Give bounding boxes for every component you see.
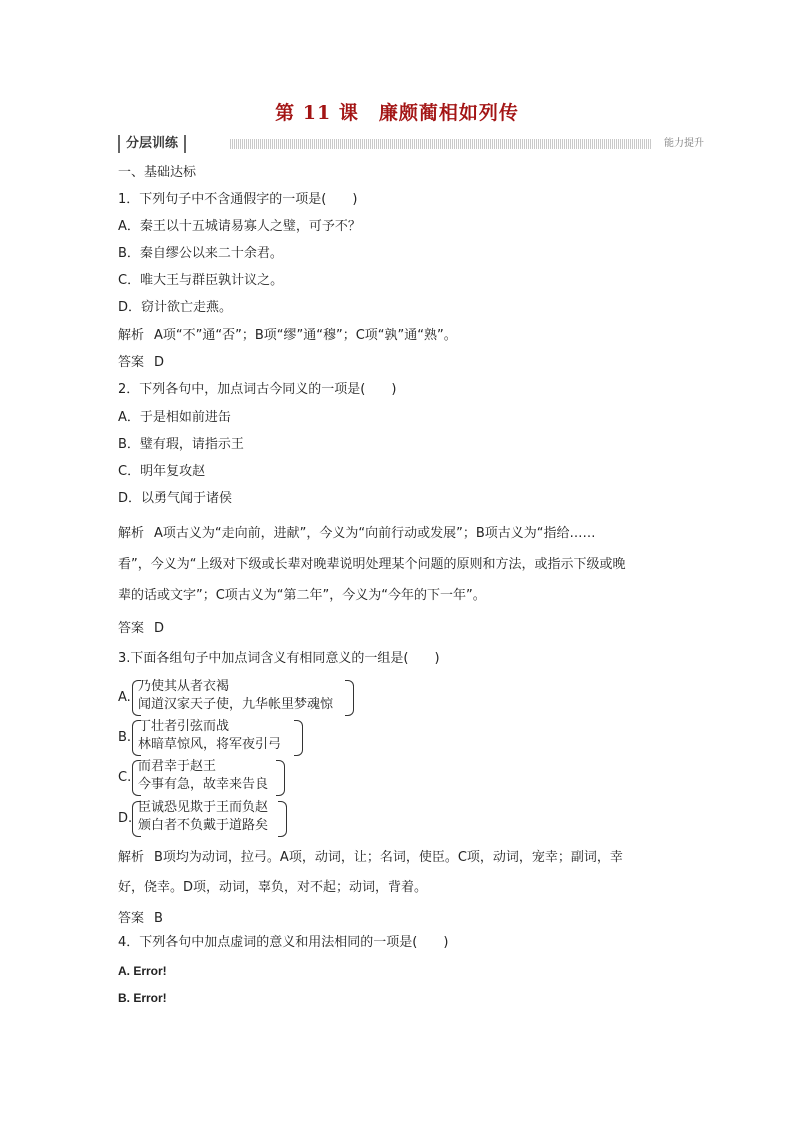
option-line-1: 乃使其从者衣褐 bbox=[138, 679, 230, 694]
q3-stem: 3.下面各组句子中加点词含义有相同意义的一组是( ) bbox=[118, 651, 440, 666]
answer-value: D bbox=[154, 355, 165, 370]
right-brace bbox=[276, 760, 285, 796]
option-line-1: 臣诚恐见欺于王而负赵 bbox=[138, 800, 269, 815]
q1-analysis bbox=[118, 327, 457, 345]
q2-option-a: A．于是相如前进缶 bbox=[118, 410, 231, 425]
q1-answer bbox=[118, 354, 164, 372]
q3-analysis-line-2: 好，侥幸。D项，动词，辜负，对不起；动词，背着。 bbox=[118, 880, 428, 895]
q2-option-d: D．以勇气闻于诸侯 bbox=[118, 491, 233, 506]
option-letter: C. bbox=[118, 770, 132, 785]
answer-tag: 答案 bbox=[118, 911, 145, 926]
q3-option-a bbox=[118, 680, 358, 716]
section-heading: 一、基础达标 bbox=[118, 165, 197, 180]
q4-option-b: B. Error! bbox=[118, 991, 167, 1005]
analysis-tag: 解析 bbox=[118, 526, 145, 541]
option-letter: A. bbox=[118, 690, 131, 705]
analysis-tag: 解析 bbox=[118, 328, 145, 343]
section-banner bbox=[118, 135, 710, 153]
option-line-1: 而君幸于赵王 bbox=[138, 759, 217, 774]
option-line-2: 林暗草惊风，将军夜引弓 bbox=[138, 737, 282, 752]
q3-option-b bbox=[118, 720, 308, 756]
q4-stem: 4．下列各句中加点虚词的意义和用法相同的一项是( ) bbox=[118, 935, 449, 950]
option-letter: D. bbox=[118, 811, 133, 826]
answer-value: B bbox=[154, 911, 163, 926]
analysis-text: A项“不”通“否”；B项“缪”通“穆”；C项“孰”通“熟”。 bbox=[154, 328, 457, 343]
q2-analysis-line-3: 辈的话或文字”；C项古义为“第二年”，今义为“今年的下一年”。 bbox=[118, 588, 486, 603]
q1-stem: 1．下列句子中不含通假字的一项是( ) bbox=[118, 192, 358, 207]
answer-value: D bbox=[154, 621, 165, 636]
option-letter: B. bbox=[118, 730, 132, 745]
option-line-2: 颁白者不负戴于道路矣 bbox=[138, 818, 269, 833]
q2-stem: 2．下列各句中，加点词古今同义的一项是( ) bbox=[118, 382, 397, 397]
answer-tag: 答案 bbox=[118, 621, 145, 636]
right-brace bbox=[294, 720, 303, 756]
q3-option-c bbox=[118, 760, 288, 796]
q1-option-d: D．窃计欲亡走燕。 bbox=[118, 300, 233, 315]
q2-answer bbox=[118, 620, 164, 638]
banner-stripe bbox=[230, 139, 652, 149]
analysis-tag: 解析 bbox=[118, 850, 145, 865]
option-line-1: 丁壮者引弦而战 bbox=[138, 719, 230, 734]
q1-option-c: C．唯大王与群臣孰计议之。 bbox=[118, 273, 284, 288]
option-line-2: 今事有急，故幸来告良 bbox=[138, 777, 269, 792]
q1-option-a: A．秦王以十五城请易寡人之璧，可予不？ bbox=[118, 219, 361, 234]
q4-option-a: A. Error! bbox=[118, 964, 167, 978]
answer-tag: 答案 bbox=[118, 355, 145, 370]
q2-analysis-line-2: 看”，今义为“上级对下级或长辈对晚辈说明处理某个问题的原则和方法，或指示下级或晚 bbox=[118, 557, 626, 572]
banner-label: 分层训练 bbox=[118, 135, 186, 153]
right-brace bbox=[345, 680, 354, 716]
q3-analysis-line-1 bbox=[118, 849, 623, 867]
analysis-text: B项均为动词，拉弓。A项，动词，让；名词，使臣。C项，动词，宠幸；副词，幸 bbox=[154, 850, 623, 865]
analysis-text: A项古义为“走向前，进献”，今义为“向前行动或发展”；B项古义为“指给…… bbox=[154, 526, 596, 541]
page-title: 第 11 课 廉颇蔺相如列传 bbox=[275, 102, 519, 124]
q2-analysis-line-1 bbox=[118, 525, 596, 543]
q3-option-d bbox=[118, 801, 293, 837]
q2-option-c: C．明年复攻赵 bbox=[118, 464, 206, 479]
q1-option-b: B．秦自缪公以来二十余君。 bbox=[118, 246, 283, 261]
q3-answer bbox=[118, 910, 163, 928]
q2-option-b: B．璧有瑕，请指示王 bbox=[118, 437, 244, 452]
option-line-2: 闻道汉家天子使，九华帐里梦魂惊 bbox=[138, 697, 334, 712]
right-brace bbox=[278, 801, 287, 837]
banner-right-label: 能力提升 bbox=[664, 138, 704, 149]
